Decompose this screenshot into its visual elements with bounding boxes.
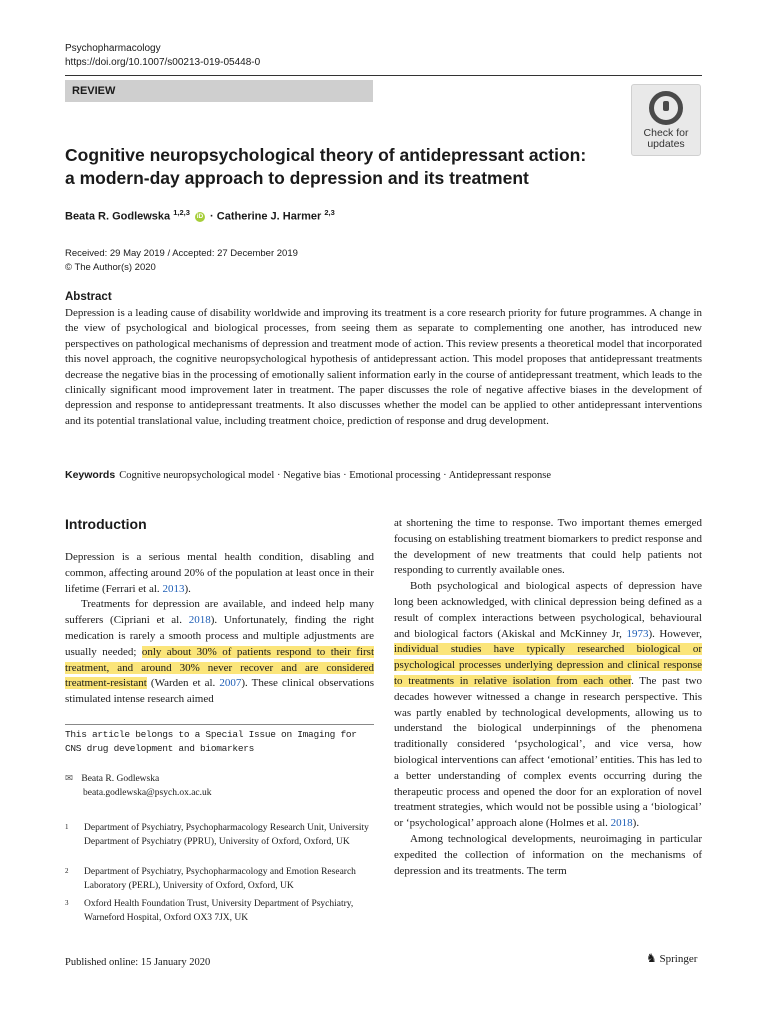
envelope-icon: ✉ <box>65 773 73 784</box>
header-rule <box>65 75 702 76</box>
affiliation-1: 1 Department of Psychiatry, Psychopharmacology Research Unit, University Department of Psychiatry (PPRU), University of Oxford, Oxford, UK <box>65 823 369 847</box>
copyright-text: The Author(s) 2020 <box>74 262 156 273</box>
article-type-bar: REVIEW <box>65 80 373 102</box>
keywords-text: Cognitive neuropsychological model · Negative bias · Emotional processing · Antidepressant response <box>119 470 552 481</box>
publisher-logo[interactable] <box>646 951 697 966</box>
check-for-updates-icon <box>649 91 683 125</box>
author-list <box>65 206 335 224</box>
abstract-heading: Abstract <box>65 291 112 303</box>
keywords <box>65 468 705 483</box>
published-online: Published online: 15 January 2020 <box>65 957 211 968</box>
copyright-symbol: © <box>65 262 72 273</box>
abstract-text: Depression is a leading cause of disability worldwide and improving its treatment is a core research priority for future programmes. A change in the view of psychological and biological processes, from seeing them as separate to complementing one another, has introduced new perspectives on pathological mechanisms of depression and treatment mode of action. This review presents a theoretical model that incorporated this novel approach, the cognitive neuropsychological hypothesis of antidepressant action. This model proposes that antidepressant treatments decrease the negative bias in the processing of emotionally salient information early in the course of antidepressant treatment, which leads to the clinically significant mood improvement later in treatment. The paper discusses the role of negative affective biases in the development of depression and response to antidepressant treatments. It also discusses whether the model can be applied to other antidepressant interventions and its potential translational value, including treatment choice, prediction of response and drug development. <box>65 307 702 427</box>
left-column <box>65 550 374 708</box>
keywords-label: Keywords <box>65 469 116 481</box>
publisher-name: Springer <box>659 953 698 965</box>
right-column <box>394 516 702 879</box>
copyright-line <box>65 261 298 275</box>
title-line-1: Cognitive neuropsychological theory of antidepressant action: <box>65 145 587 165</box>
title-line-2: a modern-day approach to depression and its treatment <box>65 168 529 188</box>
affiliation-3: 3 Oxford Health Foundation Trust, University Department of Psychiatry, Warneford Hospital, Oxford OX3 7JX, UK <box>65 899 354 923</box>
citation-link[interactable]: 2018 <box>188 614 211 627</box>
orcid-icon[interactable]: iD <box>196 212 204 220</box>
footnote-rule <box>65 724 374 725</box>
paragraph: at shortening the time to response. Two important themes emerged focusing on establishing treatment biomarkers to predict response and the development of new treatments that could help patients not responding to currently available ones. <box>394 517 702 577</box>
paragraph: Among technological developments, neuroimaging in particular expedited the collection of information on the mechanisms of depression and its treatments. The term <box>394 832 702 877</box>
highlighted-text[interactable]: only about 30% of patients respond to their first treatment, and around 30% never recover and are considered treatment-resistant <box>65 645 374 690</box>
corresponding-email[interactable]: beata.godlewska@psych.ox.ac.uk <box>83 788 212 798</box>
author-name[interactable]: Beata R. Godlewska <box>65 210 171 223</box>
article-title <box>65 144 605 190</box>
badge-line1: Check for <box>643 127 689 139</box>
received-accepted: Received: 29 May 2019 / Accepted: 27 December 2019 <box>65 248 298 259</box>
springer-horse-icon: ♞ <box>646 951 657 965</box>
citation-link[interactable]: 2018 <box>610 817 633 830</box>
corresponding-name: Beata R. Godlewska <box>81 774 160 784</box>
paragraph: Both psychological and biological aspects of depression have long been acknowledged, with clinical depression being defined as a result of complex interactions between psychological, behavioural and biological factors (Akiskal and McKinney Jr, 1973). However, individual studies have typically researched biological or psychological processes underlying depression and clinical response to treatments in relative isolation from each other. The past two decades however witnessed a change in research perspective. This was partly enabled by technological developments, allowing us to understand the biological underpinnings of the phenomena traditionally considered ‘psychological’, and vice versa, how biological interventions can affect ‘emotional’ entities. This has led to a better understanding of complex events occurring during the therapeutic process and opened the door for an exploration of novel treatment strategies, which would not be possible using a ‘biological’ or ‘psychological’ approach alone (Holmes et al. 2018). <box>394 580 702 830</box>
highlighted-text[interactable]: individual studies have typically researched biological or psychological processes underlying depression and clinical response to treatments in relative isolation from each other <box>394 643 702 687</box>
paragraph: Depression is a serious mental health condition, disabling and common, affecting around 20% of the population at least once in their lifetime (Ferrari et al. 2013). <box>65 551 374 595</box>
section-heading-introduction: Introduction <box>65 516 147 532</box>
author-affiliation: 2,3 <box>324 208 335 217</box>
author-name[interactable]: Catherine J. Harmer <box>216 210 322 223</box>
article-dates <box>65 247 298 275</box>
citation-link[interactable]: 1973 <box>626 627 649 640</box>
author-affiliation: 1,2,3 <box>173 208 190 217</box>
affiliation-2: 2 Department of Psychiatry, Psychopharmacology and Emotion Research Laboratory (PERL), University of Oxford, Oxford, UK <box>65 867 356 891</box>
doi-link[interactable]: https://doi.org/10.1007/s00213-019-05448-0 <box>65 57 261 68</box>
corresponding-author <box>65 772 212 800</box>
journal-name: Psychopharmacology <box>65 43 161 54</box>
author-separator: · <box>210 210 214 223</box>
special-issue-note: This article belongs to a Special Issue on Imaging for CNS drug development and biomarkers <box>65 729 357 754</box>
check-for-updates-badge[interactable] <box>631 84 701 156</box>
citation-link[interactable]: 2007 <box>219 677 242 690</box>
citation-link[interactable]: 2013 <box>162 582 185 595</box>
badge-line2: updates <box>647 138 685 150</box>
paragraph: Treatments for depression are available, and indeed help many sufferers (Cipriani et al. 2018). Unfortunately, finding the right medication is rarely a smooth process and multiple adjustments are usually needed; only about 30% of patients respond to their first treatment, and around 30% never recover and are considered treatment-resistant (Warden et al. 2007). These clinical observations stimulated intense research aimed <box>65 598 374 706</box>
